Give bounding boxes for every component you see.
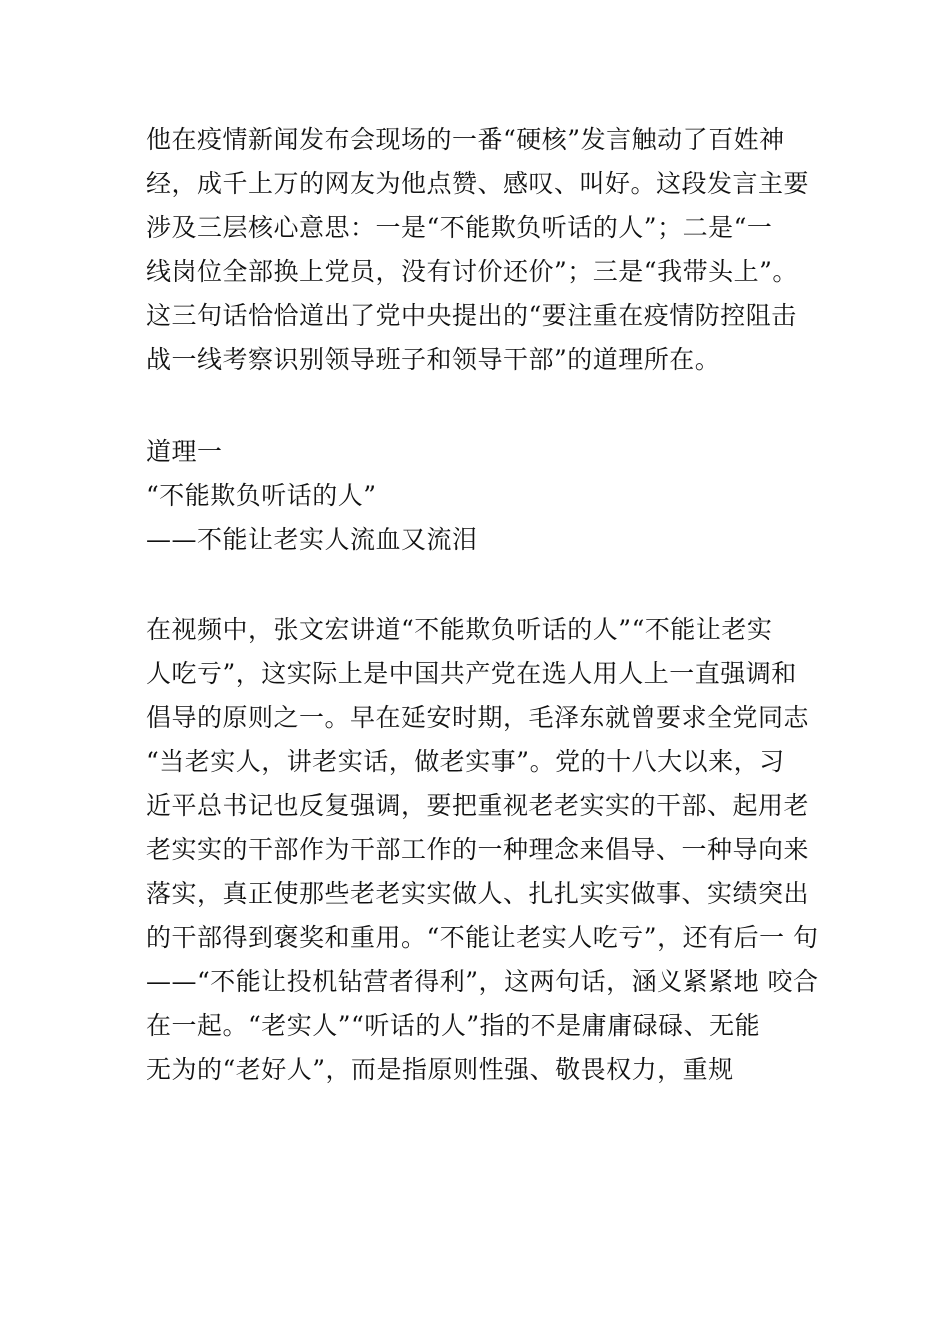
body-line: “当老实人，讲老实话，做老实事”。党的十八大以来，习 bbox=[146, 747, 785, 776]
section-quote: “不能欺负听话的人” bbox=[146, 481, 377, 510]
body-line: 在一起。“老实人”“听话的人”指的不是庸庸碌碌、无能 bbox=[146, 1011, 761, 1040]
body-line: 落实，真正使那些老老实实做人、扎扎实实做事、实绩突出 bbox=[146, 879, 810, 908]
intro-line: 经，成千上万的网友为他点赞、感叹、叫好。这段发言主要 bbox=[146, 169, 810, 198]
body-line: 无为的“老好人”，而是指原则性强、敬畏权力，重规 bbox=[146, 1055, 734, 1084]
body-line: 老实实的干部作为干部工作的一种理念来倡导、一种导向来 bbox=[146, 835, 810, 864]
body-paragraph bbox=[146, 608, 819, 1092]
body-line: 近平总书记也反复强调，要把重视老老实实的干部、起用老 bbox=[146, 791, 810, 820]
body-line: 的干部得到褒奖和重用。“不能让老实人吃亏”，还有后一 句 bbox=[146, 923, 819, 952]
section-subtitle: ——不能让老实人流血又流泪 bbox=[146, 525, 478, 554]
intro-line: 战一线考察识别领导班子和领导干部”的道理所在。 bbox=[146, 345, 721, 374]
section-heading bbox=[146, 430, 816, 562]
body-line: 倡导的原则之一。早在延安时期，毛泽东就曾要求全党同志 bbox=[146, 703, 810, 732]
intro-line: 他在疫情新闻发布会现场的一番“硬核”发言触动了百姓神 bbox=[146, 125, 785, 154]
section-label: 道理一 bbox=[146, 437, 223, 466]
intro-paragraph bbox=[146, 118, 816, 382]
intro-line: 这三句话恰恰道出了党中央提出的“要注重在疫情防控阻击 bbox=[146, 301, 797, 330]
intro-line: 涉及三层核心意思：一是“不能欺负听话的人”；二是“一 bbox=[146, 213, 773, 242]
intro-line: 线岗位全部换上党员，没有讨价还价”；三是“我带头上”。 bbox=[146, 257, 798, 286]
body-line: 在视频中，张文宏讲道“不能欺负听话的人”“不能让老实 bbox=[146, 615, 773, 644]
body-line: 人吃亏”，这实际上是中国共产党在选人用人上一直强调和 bbox=[146, 659, 797, 688]
body-line: ——“不能让投机钻营者得利”，这两句话，涵义紧紧地 咬合 bbox=[146, 967, 819, 996]
